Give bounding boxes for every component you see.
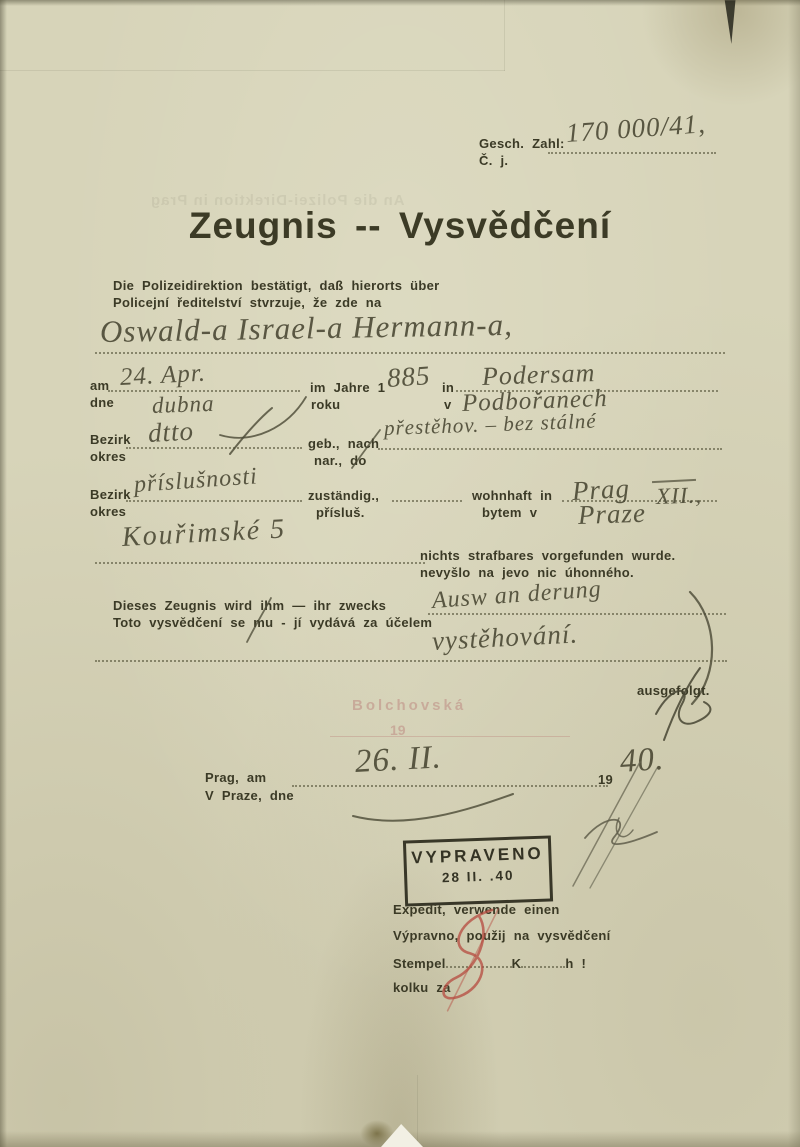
dotted-line bbox=[428, 613, 726, 615]
gesch-zahl-label: Gesch. Zahl: bbox=[479, 136, 565, 151]
dotted-line bbox=[95, 562, 425, 564]
purpose-handwriting-de: Ausw an derung bbox=[431, 576, 603, 614]
bezirk2-label: Bezirk bbox=[90, 487, 131, 502]
intro-line-cs: Policejní ředitelství stvrzuje, že zde na bbox=[113, 295, 382, 310]
birthplace-handwriting-de: Podersam bbox=[481, 358, 596, 391]
name-handwriting: Oswald-a Israel-a Hermann-a, bbox=[99, 306, 514, 349]
roku-label: roku bbox=[311, 397, 341, 412]
purpose-line-cs: Toto vysvědčení se mu - jí vydává za účelem bbox=[113, 615, 433, 630]
fold-crease bbox=[504, 0, 505, 71]
im-jahre-label: im Jahre 1 bbox=[310, 380, 386, 395]
red-pencil-mark bbox=[418, 898, 518, 1021]
bleedthrough-text: An die Polizei-Direktion in Prag bbox=[150, 192, 405, 209]
dne-label: dne bbox=[90, 395, 115, 410]
city-district-handwriting: XII., bbox=[655, 482, 703, 509]
clearance-line-de: nichts strafbares vorgefunden wurde. bbox=[420, 548, 676, 563]
okres-label: okres bbox=[90, 449, 127, 464]
heller-label: h ! bbox=[565, 956, 587, 971]
city-handwriting-de: Prag bbox=[571, 472, 631, 506]
geb-nach-label: geb., nach bbox=[308, 436, 380, 451]
dotted-line bbox=[126, 500, 302, 502]
prag-am-label: Prag, am bbox=[205, 770, 267, 785]
faint-stamp-year: 19 bbox=[390, 722, 406, 738]
dotted-segment bbox=[521, 955, 565, 968]
file-number-handwriting: 170 000/41, bbox=[564, 108, 707, 148]
bezirk-label: Bezirk bbox=[90, 432, 131, 447]
affiliation-handwriting: příslušnosti bbox=[133, 463, 259, 498]
okres2-label: okres bbox=[90, 504, 127, 519]
handwriting-slash bbox=[350, 428, 382, 470]
dotted-line bbox=[378, 448, 722, 450]
handwriting-slash bbox=[243, 596, 273, 644]
cj-label: Č. j. bbox=[479, 153, 509, 168]
expedit-line: Expedit, verwende einen bbox=[393, 902, 560, 917]
faint-stamp-street: Bolchovská bbox=[352, 697, 467, 714]
fold-crease bbox=[417, 1075, 418, 1147]
prislus-label: přísluš. bbox=[316, 505, 365, 520]
dotted-line bbox=[548, 152, 716, 154]
city-handwriting-cs: Praze bbox=[577, 497, 647, 530]
issue-year-handwriting: 40. bbox=[618, 740, 666, 780]
printed-19: 19 bbox=[598, 772, 614, 787]
purpose-handwriting-cs: vystěhování. bbox=[431, 618, 579, 656]
am-label: am bbox=[90, 378, 110, 393]
dotted-line bbox=[392, 500, 462, 502]
in-label: in bbox=[442, 380, 455, 395]
birthplace-handwriting-cs: Podbořanech bbox=[461, 384, 609, 417]
dotted-line bbox=[95, 352, 725, 354]
dispatch-stamp-date: 28 II. .40 bbox=[441, 867, 515, 886]
intro-line-de: Die Polizeidirektion bestätigt, daß hierorts über bbox=[113, 278, 440, 293]
v-praze-dne-label: V Praze, dne bbox=[205, 788, 294, 803]
vypravno-line: Výpravno, použij na vysvědčení bbox=[393, 928, 611, 943]
kolku-za-label: kolku za bbox=[393, 980, 451, 995]
wohnhaft-label: wohnhaft in bbox=[472, 488, 553, 503]
document-title: Zeugnis -- Vysvědčení bbox=[188, 205, 612, 246]
stempel-label: Stempel bbox=[393, 956, 446, 971]
clearance-line-cs: nevyšlo na jevo nic úhonného. bbox=[420, 565, 634, 580]
nar-do-label: nar., do bbox=[314, 453, 367, 468]
street-handwriting: Kouřimské 5 bbox=[121, 513, 287, 553]
birth-date-handwriting-cs: dubna bbox=[151, 390, 215, 418]
date-underline-flourish bbox=[348, 790, 518, 826]
fold-crease bbox=[0, 70, 505, 71]
dotted-line bbox=[95, 660, 727, 662]
handwriting-slash bbox=[228, 406, 274, 456]
official-initials-signature bbox=[648, 666, 720, 744]
birth-date-handwriting-de: 24. Apr. bbox=[119, 359, 207, 391]
faint-stamp-line bbox=[330, 736, 570, 737]
ink-blot-mark bbox=[722, 0, 740, 44]
pencil-signature bbox=[545, 760, 685, 890]
purpose-line-de: Dieses Zeugnis wird ihm — ihr zwecks bbox=[113, 598, 387, 613]
bytem-label: bytem v bbox=[482, 505, 538, 520]
ausgefolgt-label: ausgefolgt. bbox=[637, 683, 710, 698]
v-label: v bbox=[444, 397, 452, 412]
dispatch-stamp bbox=[403, 835, 553, 906]
district-handwriting: dtto bbox=[147, 415, 195, 448]
currency-k: K bbox=[511, 956, 522, 971]
dispatch-stamp-title: VYPRAVENO bbox=[410, 843, 545, 868]
birth-year-handwriting: 885 bbox=[385, 360, 432, 393]
zustandig-label: zuständig., bbox=[308, 488, 380, 503]
issue-date-handwriting: 26. II. bbox=[354, 739, 443, 780]
birth-district-note-handwriting: přestěhov. – bez stálné bbox=[383, 408, 598, 440]
